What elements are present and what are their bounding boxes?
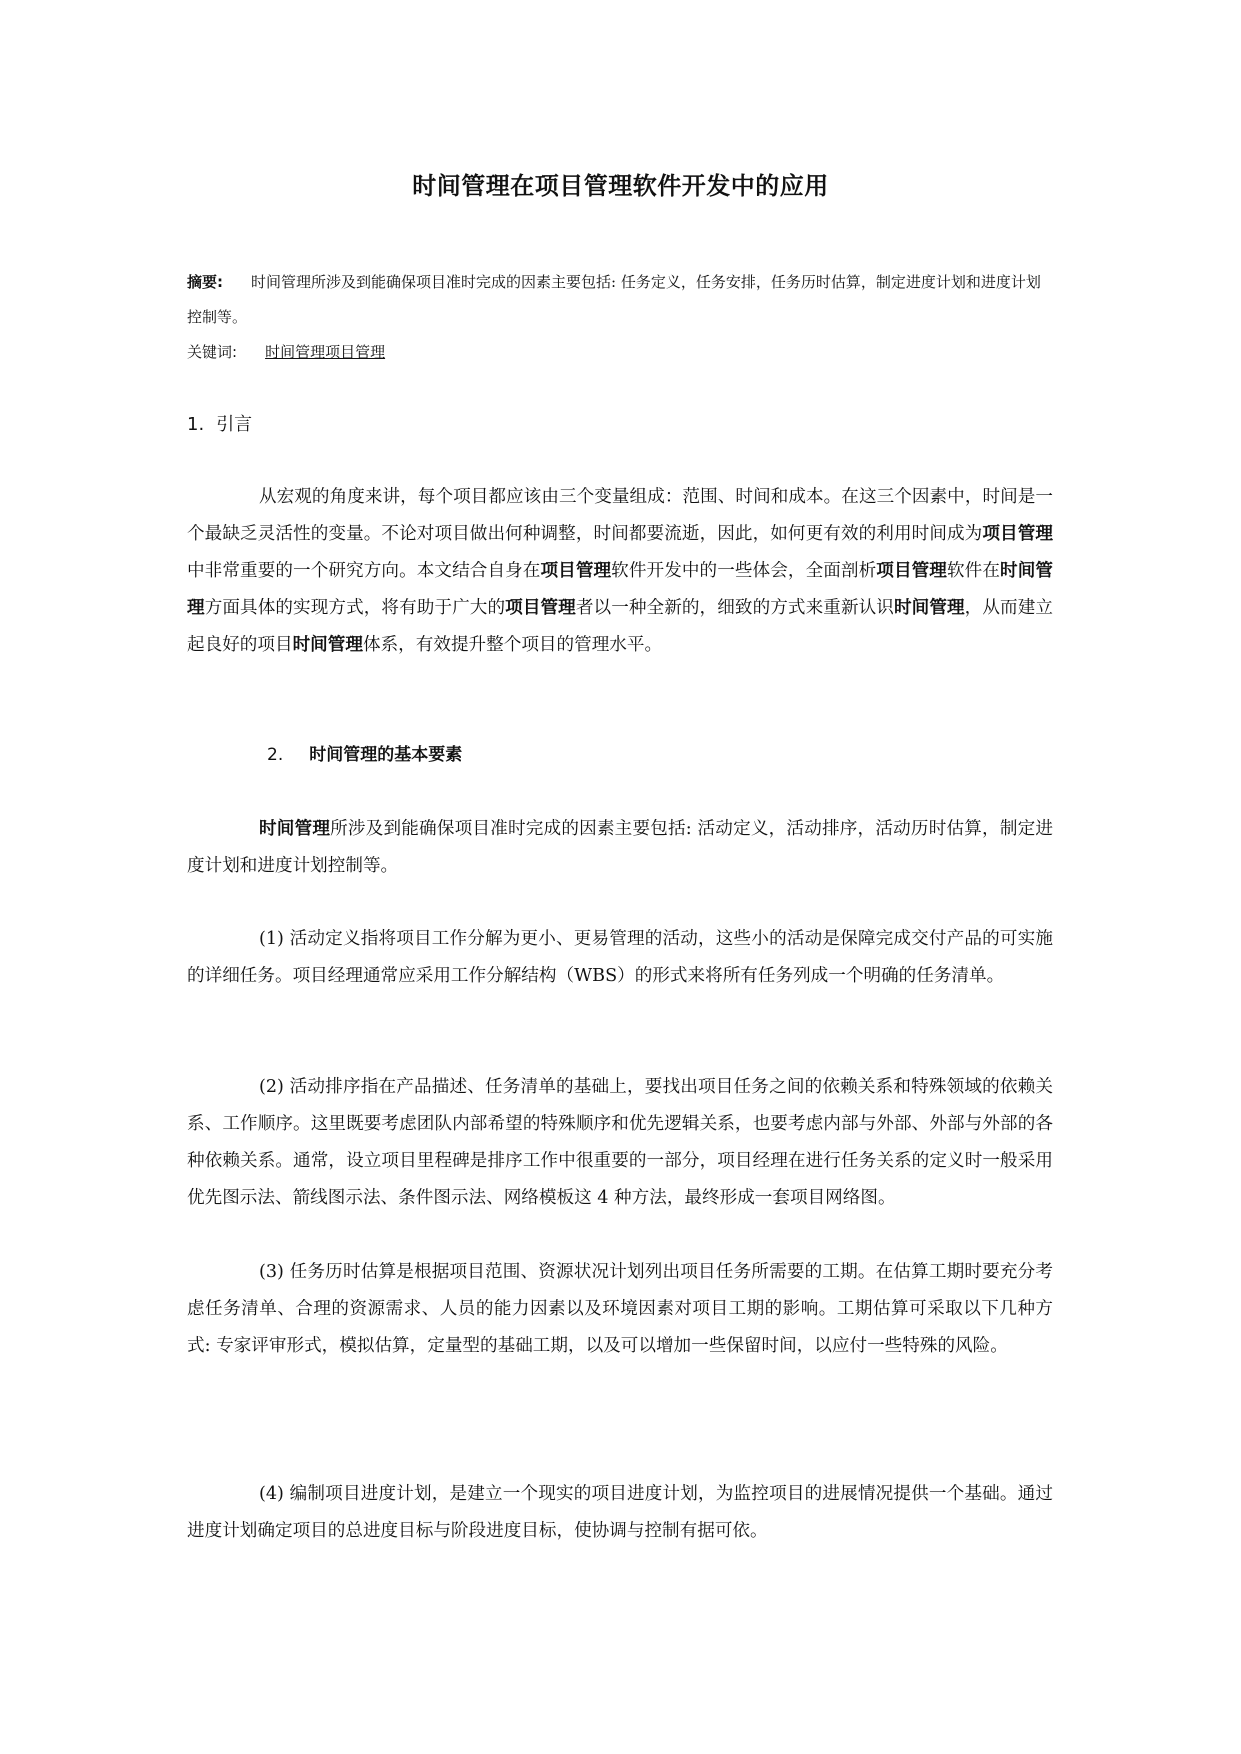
section-2-title: 时间管理的基本要素 [309, 745, 463, 765]
intro-bold-term: 项目管理 [982, 524, 1053, 544]
section-2-number: 2. [267, 745, 284, 765]
intro-text: 体系，有效提升整个项目的管理水平。 [362, 635, 663, 655]
intro-text: 者以一种全新的，细致的方式来重新认识 [575, 598, 894, 618]
basic-text: 所涉及到能确保项目准时完成的因素主要包括: 活动定义，活动排序，活动历时估算，制定进度计划和进度计划控制等。 [187, 819, 1053, 876]
intro-paragraph [187, 479, 1053, 664]
abstract-text: 时间管理所涉及到能确保项目准时完成的因素主要包括: 任务定义，任务安排，任务历时估算，制定进度计划和进度计划控制等。 [187, 273, 1041, 326]
intro-bold-term: 时间管理 [187, 561, 1053, 618]
section-1-title: 引言 [216, 414, 253, 435]
intro-text: 软件在 [946, 561, 1001, 581]
intro-bold-term: 时间管理 [893, 598, 965, 618]
section-1-number: 1. [187, 414, 205, 435]
intro-text: ，从而建立起良好的项目 [187, 598, 1053, 655]
list-item: (1) 活动定义指将项目工作分解为更小、更易管理的活动，这些小的活动是保障完成交付产品的可实施的详细任务。项目经理通常应采用工作分解结构（WBS）的形式来将所有任务列成一个明确的任务清单。 [187, 929, 1053, 986]
intro-text: 从宏观的角度来讲，每个项目都应该由三个变量组成：范围、时间和成本。在这三个因素中，时间是一个最缺乏灵活性的变量。不论对项目做出何种调整，时间都要流逝，因此，如何更有效的利用时间成为 [187, 487, 1053, 544]
intro-bold-term: 项目管理 [505, 598, 576, 618]
section-2-heading [267, 740, 462, 765]
keywords-label: 关键词: [187, 343, 238, 361]
intro-bold-term: 项目管理 [540, 561, 612, 581]
intro-text: 方面具体的实现方式，将有助于广大的 [204, 598, 506, 618]
abstract [187, 265, 1053, 335]
keywords [187, 340, 385, 364]
keywords-link[interactable]: 时间管理项目管理 [265, 343, 386, 361]
list-item: (4) 编制项目进度计划，是建立一个现实的项目进度计划，为监控项目的进展情况提供一个基础。通过进度计划确定项目的总进度目标与阶段进度目标，使协调与控制有据可依。 [187, 1484, 1053, 1541]
section-1-heading [187, 410, 252, 436]
intro-bold-term: 时间管理 [292, 635, 363, 655]
intro-text: 软件开发中的一些体会，全面剖析 [611, 561, 877, 581]
list-item: (3) 任务历时估算是根据项目范围、资源状况计划列出项目任务所需要的工期。在估算工期时要充分考虑任务清单、合理的资源需求、人员的能力因素以及环境因素对项目工期的影响。工期估算可采取以下几种方式: 专家评审形式，模拟估算，定量型的基础工期，以及可以增加一些保留时间，以应付一些特殊的风险。 [187, 1262, 1053, 1356]
abstract-label: 摘要: [187, 273, 223, 291]
intro-bold-term: 项目管理 [876, 561, 947, 581]
list-item: (2) 活动排序指在产品描述、任务清单的基础上，要找出项目任务之间的依赖关系和特殊领域的依赖关系、工作顺序。这里既要考虑团队内部希望的特殊顺序和优先逻辑关系，也要考虑内部与外部、外部与外部的各种依赖关系。通常，设立项目里程碑是排序工作中很重要的一部分，项目经理在进行任务关系的定义时一般采用优先图示法、箭线图示法、条件图示法、网络模板这 4 种方法，最终形成一套项目网络图。 [187, 1077, 1053, 1208]
basic-bold-term: 时间管理 [259, 819, 331, 839]
intro-text: 中非常重要的一个研究方向。本文结合自身在 [187, 561, 541, 581]
basic-elements-paragraph [187, 811, 1053, 885]
document-title: 时间管理在项目管理软件开发中的应用 [412, 172, 829, 200]
